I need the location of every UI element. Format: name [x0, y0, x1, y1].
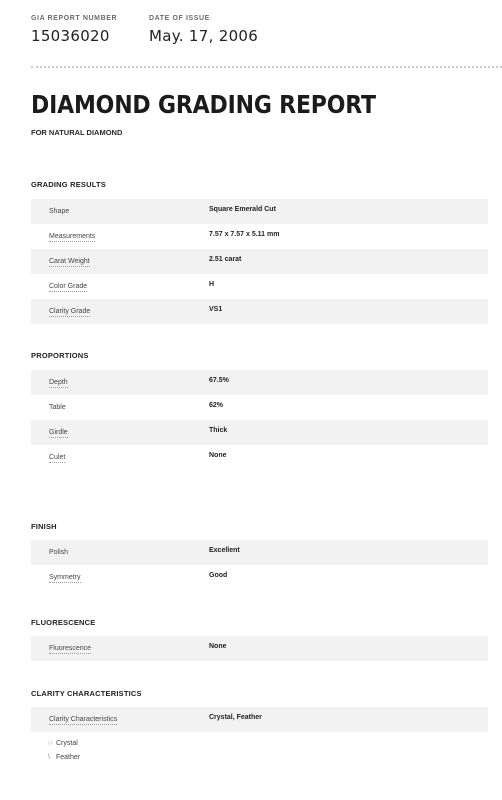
- legend-item-feather: [48, 754, 80, 761]
- row-value: Excellent: [209, 547, 240, 554]
- report-title: DIAMOND GRADING REPORT: [31, 90, 376, 119]
- row-value: None: [209, 643, 227, 650]
- report-subtitle: FOR NATURAL DIAMOND: [31, 128, 123, 137]
- header-divider: [31, 66, 502, 68]
- row-color-grade: [31, 274, 488, 299]
- row-fluorescence: [31, 636, 488, 661]
- row-value: Square Emerald Cut: [209, 206, 276, 213]
- row-label[interactable]: Measurements: [49, 233, 96, 240]
- row-value: 67.5%: [209, 377, 229, 384]
- row-label[interactable]: Symmetry: [49, 574, 81, 581]
- legend-label: Feather: [56, 754, 81, 761]
- row-value: H: [209, 281, 215, 288]
- row-label[interactable]: Depth: [49, 379, 68, 386]
- row-symmetry: [31, 565, 488, 590]
- row-label[interactable]: Girdle: [49, 429, 68, 436]
- row-shape: [31, 199, 488, 224]
- date-of-issue: May. 17, 2006: [149, 27, 259, 45]
- row-value: Thick: [209, 427, 228, 434]
- row-girdle: [31, 420, 488, 445]
- legend-item-crystal: [48, 740, 78, 747]
- row-value: Good: [209, 572, 228, 579]
- finish-heading: FINISH: [31, 522, 57, 531]
- fluorescence-heading: FLUORESCENCE: [31, 618, 96, 627]
- legend-label: Crystal: [56, 740, 78, 747]
- row-polish: [31, 540, 488, 565]
- row-value: None: [209, 452, 227, 459]
- feather-mark-icon: \: [48, 754, 50, 761]
- row-label[interactable]: Fluorescence: [49, 645, 92, 652]
- crystal-mark-icon: ○: [48, 740, 53, 747]
- date-of-issue-label: DATE OF ISSUE: [149, 15, 210, 22]
- proportions-heading: PROPORTIONS: [31, 351, 89, 360]
- grading-results-heading: GRADING RESULTS: [31, 180, 106, 189]
- row-depth: [31, 370, 488, 395]
- row-label[interactable]: Color Grade: [49, 283, 88, 290]
- row-clarity-characteristics: [31, 707, 488, 732]
- row-label[interactable]: Carat Weight: [49, 258, 90, 265]
- row-label[interactable]: Clarity Characteristics: [49, 716, 118, 723]
- row-label[interactable]: Clarity Grade: [49, 308, 91, 315]
- row-value: Crystal, Feather: [209, 714, 262, 721]
- row-label: Polish: [49, 549, 69, 556]
- report-number: 15036020: [31, 27, 110, 45]
- row-carat-weight: [31, 249, 488, 274]
- row-value: VS1: [209, 306, 223, 313]
- row-value: 62%: [209, 402, 224, 409]
- clarity-characteristics-heading: CLARITY CHARACTERISTICS: [31, 689, 142, 698]
- row-value: 7.57 x 7.57 x 5.11 mm: [209, 231, 280, 238]
- row-label: Table: [49, 404, 66, 411]
- row-clarity-grade: [31, 299, 488, 324]
- report-number-label: GIA REPORT NUMBER: [31, 15, 118, 22]
- row-label: Shape: [49, 208, 70, 215]
- row-culet: [31, 445, 488, 470]
- row-table: [31, 395, 488, 420]
- row-value: 2.51 carat: [209, 256, 242, 263]
- row-measurements: [31, 224, 488, 249]
- row-label[interactable]: Culet: [49, 454, 66, 461]
